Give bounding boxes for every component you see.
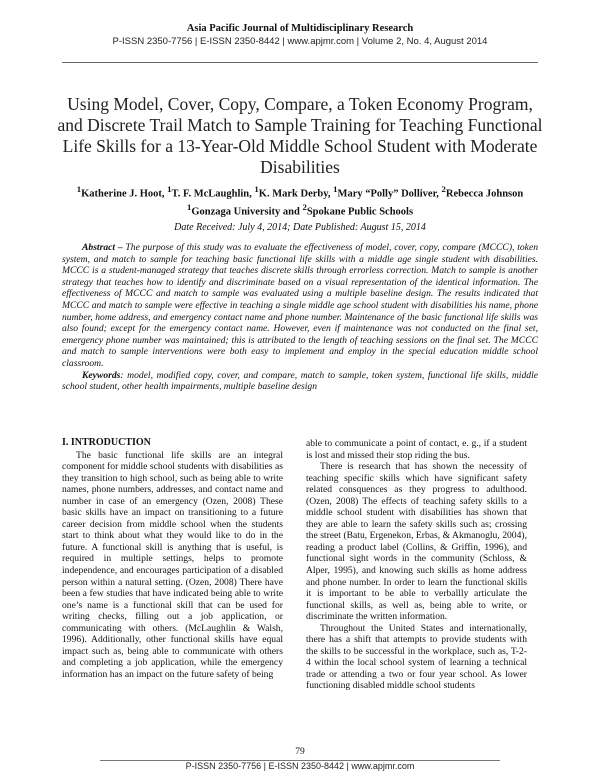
author-3-sup: 1 xyxy=(254,184,259,194)
journal-name: Asia Pacific Journal of Multidisciplinary Research xyxy=(186,23,414,34)
affiliation-1: Gonzaga University and xyxy=(191,206,303,217)
right-column xyxy=(306,438,527,692)
author-block xyxy=(40,183,560,218)
abstract-text: The purpose of this study was to evaluate the effectiveness of model, cover, copy, compare (MCCC), token system, and match to sample for teaching basic functional life skills with a middle age single student with disabilities. MCCC is a student-managed strategy that teaches discrete skills through errorless correction. Match to sample is another strategy that teaches how to identify and discriminate based on a visual representation of the identical information. The effectiveness of MCCC and match to sample was evaluated using a multiple baseline design. The results indicated that MCCC and match to sample were effective in teaching a single middle age school student with disabilities his name, phone number, home address, and emergency contact name and phone number. Maintenance of the basic functional life skills was also found; except for the emergency contact name. However, even if maintenance was not conducted on the final set, emergency phone number was maintained; this is attributed to the length of teaching sessions on the final set. The MCCC and match to sample interventions were both easy to implement and employ in the special education middle school classroom. xyxy=(62,242,538,369)
abstract-block xyxy=(62,242,538,393)
author-4-sup: 1 xyxy=(333,184,338,194)
affiliation-1-sup: 1 xyxy=(186,201,192,212)
author-2: T. F. McLaughlin, xyxy=(171,188,255,200)
affiliation-list xyxy=(40,201,560,219)
author-1-sup: 1 xyxy=(76,184,82,194)
author-3: K. Mark Derby, xyxy=(258,188,334,200)
author-5: Rebecca Johnson xyxy=(445,188,524,200)
issn-volume-line: P-ISSN 2350-7756 | E-ISSN 2350-8442 | www.apjmr.com | Volume 2, No. 4, August 2014 xyxy=(112,36,488,47)
author-2-sup: 1 xyxy=(167,184,172,194)
author-list xyxy=(40,183,560,201)
article-title: Using Model, Cover, Copy, Compare, a Token Economy Program, and Discrete Trail Match to Sample Training for Teaching Functional Life Skills for a 13-Year-Old Middle School Student with Moderate Disabilities xyxy=(57,94,543,177)
affiliation-2-sup: 2 xyxy=(302,201,307,212)
keywords-text: : model, modified copy, cover, and compare, match to sample, token system, functional life skills, middle school student, other health impairments, multiple baseline design xyxy=(62,369,538,393)
intro-paragraph-2: There is research that has shown the necessity of teaching specific skills which have significant safety related consquences as they progress to adulthood. (Ozen, 2008) The effects of teaching safety skills to a middle school student with disabilities has shown that they are able to learn the safety skills such as; crossing the street (Batu, Ergenekon, Erbas, & Akmanoglu, 2004), reading a product label (Collins, & Griffin, 1996), and functional sight words in the community (Schloss, & Alper, 1995), and knowing such skills as home address and phone number. In order to learn the functional skills it is important to be able to verballly articulate the functional skills, as well as, being able to write, or discriminate the written information. xyxy=(306,461,527,623)
intro-paragraph-3: Throughout the United States and internationally, there has a shift that attempts to provide students with the skills to be successful in the workplace, such as, T-2-4 within the local school system of learning a technical trade or attending a two or four year school. As lower functioning disabled middle school students xyxy=(306,622,527,692)
left-column xyxy=(62,437,283,680)
affiliation-2: Spokane Public Schools xyxy=(306,206,414,217)
author-5-sup: 2 xyxy=(441,184,446,194)
header-rule xyxy=(62,62,538,63)
publication-dates: Date Received: July 4, 2014; Date Published: August 15, 2014 xyxy=(174,222,426,233)
footer-issn-line: P-ISSN 2350-7756 | E-ISSN 2350-8442 | www.apjmr.com xyxy=(185,761,415,771)
author-4: Mary “Polly” Dolliver, xyxy=(337,188,442,200)
abstract-paragraph xyxy=(62,242,538,370)
abstract-label: Abstract – xyxy=(82,242,123,253)
section-heading-introduction: I. INTRODUCTION xyxy=(62,437,151,448)
intro-paragraph-1: The basic functional life skills are an integral component for middle school students with disabilities as they transition to high school, such as being able to write names, phone numbers, addresses, and contact name and number in case of an emergency (Ozen, 2008) These basic skills have an impact on transitioning to a future career decision from middle school when the students start to think about what they would like to do in the future. A functional skill is anything that is useful, is required in multiple settings, helps to promote independence, and encourages participation of a disabled person within a natural setting. (Ozen, 2008) There have been a few studies that have indicated being able to write one’s name is a functional skill that can be used for writing checks, filling out a job application, or communicating with others. (McLaughlin & Walsh, 1996). Additionally, other functional skills have equal impact such as, being able to communicate with others and completing a job application, while the emergency information has an impact on the future safety of being xyxy=(62,449,283,680)
author-1: Katherine J. Hoot, xyxy=(81,188,168,200)
intro-paragraph-continuation: able to communicate a point of contact, e. g., if a student is lost and missed their stop riding the bus. xyxy=(306,438,527,461)
keywords-paragraph xyxy=(62,370,538,393)
keywords-label: Keywords xyxy=(82,369,121,381)
page-number: 79 xyxy=(295,747,305,757)
